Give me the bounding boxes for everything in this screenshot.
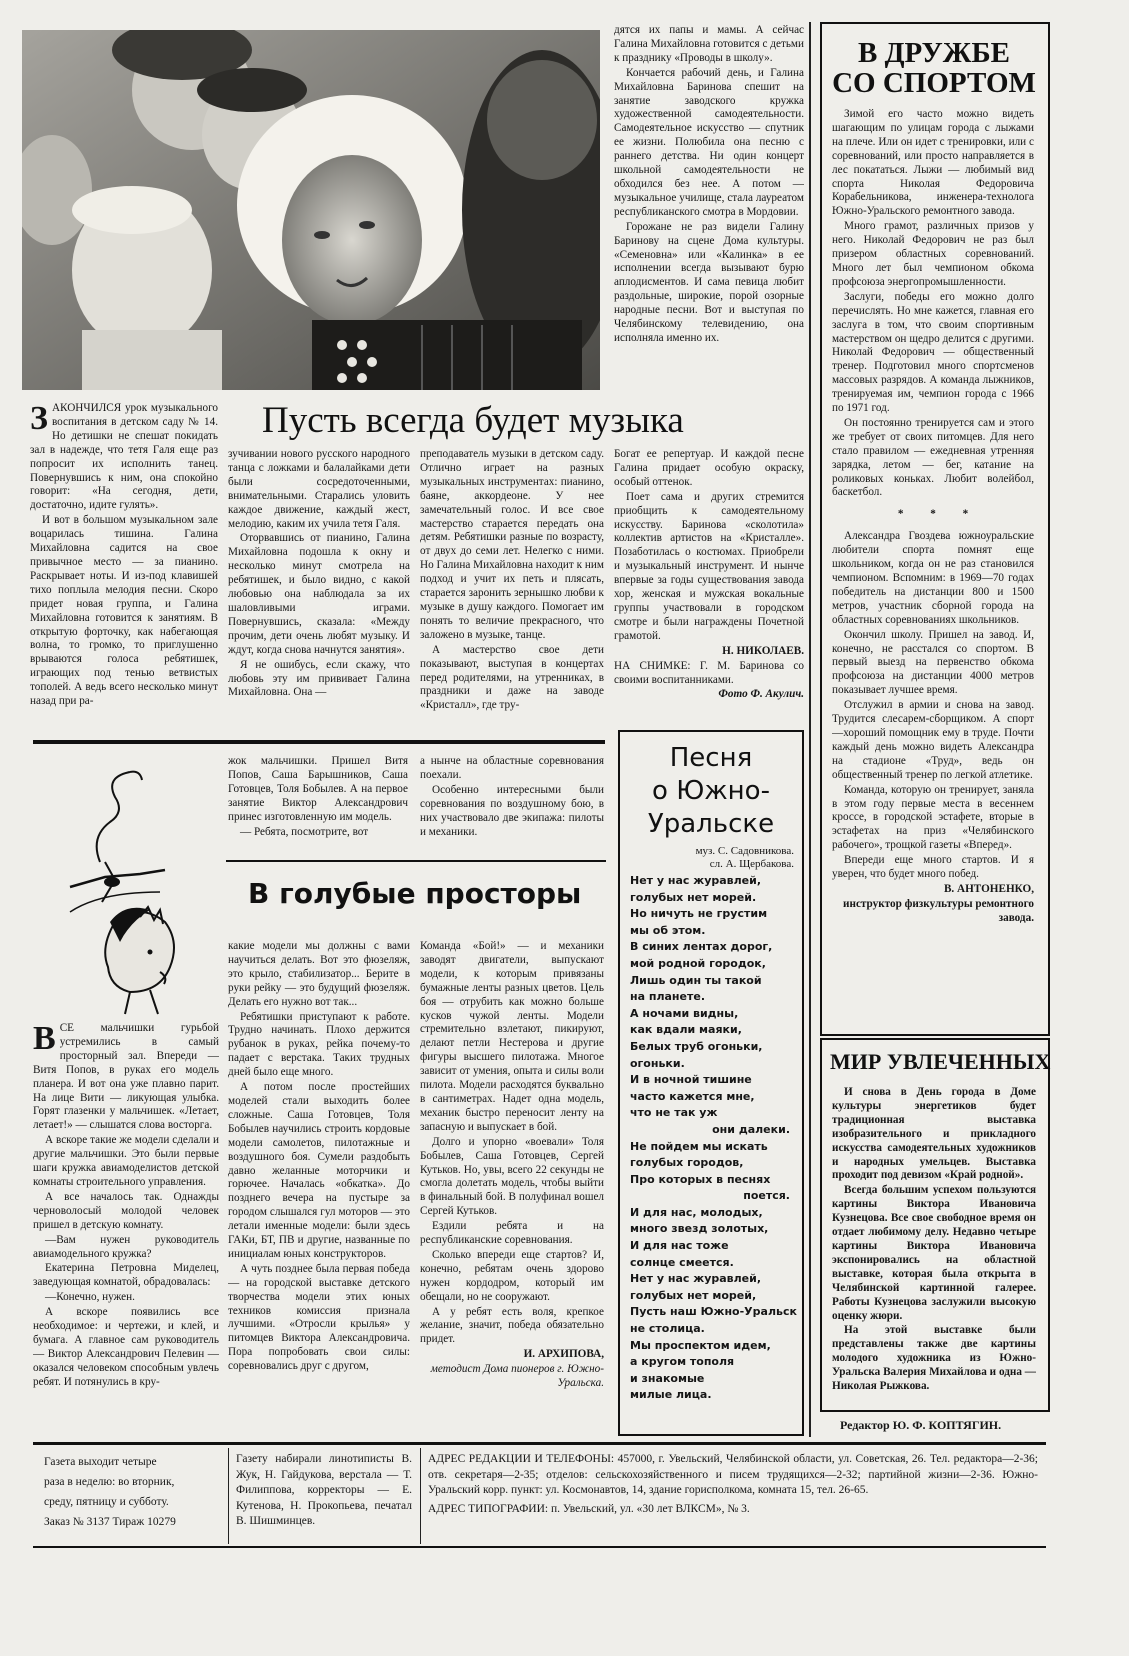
song-title-line: Уральске: [647, 809, 775, 839]
skies-paragraph: а нынче на областные соревнования поехали.: [420, 755, 604, 781]
section-separator: * * *: [897, 508, 981, 521]
song-line: И в ночной тишине: [630, 1073, 752, 1087]
footer-rule: [33, 1442, 1046, 1445]
skies-author: И. АРХИПОВА,: [523, 1348, 604, 1361]
music-column-3: [420, 448, 604, 732]
skies-paragraph: Екатерина Петровна Миделец, заведующая комнатой, обрадовалась:: [33, 1262, 219, 1289]
skies-paragraph: А чуть позднее была первая победа — на городской выставке детского творчества модели этих юных техников комиссия признала лучшими. «Отросли крылья» у питомцев Виктора Александровича. Пора попробовать свои силы: соревновались друг с другом,: [228, 1262, 410, 1373]
song-line: Нет у нас журавлей,: [630, 874, 762, 887]
sport-paragraph: Много грамот, различных призов у него. Николай Федорович не раз был призером областных соревнований. Много лет был чемпионом обкома профсоюза энергопромышленности.: [832, 220, 1034, 288]
sport-paragraph: Впереди еще много стартов. И я уверен, что будет много побед.: [832, 854, 1034, 881]
song-title-line: о Южно-: [652, 776, 770, 806]
song-line: Пусть наш Южно-Уральск: [630, 1305, 797, 1319]
music-paragraph: преподаватель музыки в детском саду. Отлично играет на разных музыкальных инструментах: пианино, баяне, аккордеоне. У нее замечательный голос. И все свое мастерство старается передать она детям. Ребятишки разные по возрасту, от двух до семи лет. Нелегко с ними. Но Галина Михайловна находит к ним подход и учит их петь и плясать, старается заронить зернышко любви к музыке в душу каждого. Помогает им понять то величие прекрасного, что заложено в музыке, танце.: [420, 448, 604, 641]
song-line: часто кажется мне,: [630, 1089, 755, 1103]
skies-paragraph: жок мальчишки. Пришел Витя Попов, Саша Барышников, Саша Готовцев, Толя Бобылев. А на первое занятие Виктор Александрович принес изготовленную им модель.: [228, 755, 408, 823]
song-line: Нет у нас журавлей,: [630, 1272, 762, 1286]
skies-paragraph-text: СЕ мальчишки гурьбой устремились в самый просторный зал. Впереди — Витя Попов, в руках его модель планера. И вот она уже плавно парит. На лице Вити — ликующая улыбка. Горят глазенки у мальчишек. «Летает, летает!» — слышатся слова восторга.: [33, 1022, 219, 1132]
photo-credit: Фото Ф. Акулич.: [718, 688, 804, 701]
music-credit: муз. С. Садовникова.: [695, 845, 794, 857]
footer-address: [428, 1452, 1038, 1544]
song-line: И для нас тоже: [630, 1239, 729, 1253]
music-headline: Пусть всегда будет музыка: [262, 400, 684, 441]
sport-headline-line: СО СПОРТОМ: [832, 67, 1036, 99]
music-paragraph: зучивании нового русского народного танца с ложками и балалайками дети были сосредоточенными, внимательными. Старались уловить каждое движение, каждый жест, мелодию, каким их учила тетя Галя.: [228, 448, 410, 530]
skies-top-column-a: [228, 755, 408, 853]
song-line: мы об этом.: [630, 923, 706, 937]
song-line: Лишь один ты такой: [630, 973, 762, 987]
music-top-paragraph: Кончается рабочий день, и Галина Михайловна Баринова спешит на занятие заводского кружка художественной самодеятельности. Самодеятельное искусство — спутник ее жизни. Полюбила она песню с раннего детства. Ни один концерт школьной самодеятельности не обходился без нее. А потом — музыкальное училище, стала лауреатом республиканского смотра в Мордовии.: [614, 66, 804, 218]
lyrics-credit: сл. А. Щербакова.: [709, 858, 794, 870]
divider: [228, 1448, 229, 1544]
music-top-paragraph: Горожане не раз видели Галину Баринову на сцене Дома культуры. «Семеновна» или «Калинка» в ее исполнении всегда вызывают бурю аплодисментов. И сама певица любит раздольные, широкие, порой озорные народные песни. Вот и выступая по Челябинскому телевидению, она исполняла именно их.: [614, 220, 804, 344]
drop-cap: В: [33, 1022, 56, 1057]
sport-text: [832, 108, 1034, 1026]
divider: [809, 22, 811, 1437]
footer-typists: [236, 1452, 412, 1542]
song-line: а кругом тополя: [630, 1355, 735, 1369]
song-title: [626, 742, 796, 841]
footer-schedule: [44, 1452, 222, 1532]
sport-paragraph: Отслужил в армии и снова на завод. Трудится слесарем-сборщиком. А спорт—хороший помощник ему в труде. Почти каждый день можно видеть Александра на стадионе «Труд», ведь он общественный тренер по легкой атлетике.: [832, 699, 1034, 781]
skies-paragraph: А вскоре такие же модели сделали и другие мальчишки. Это были первые шаги кружка авиамоделистов детской комнаты строительного управления.: [33, 1134, 219, 1188]
footer-line: Газету набирали линотиписты В. Жук, Н. Гайдукова, верстала — Т. Филиппова, корректоры — Е. Кутенова, Н. Прокопьева, печатал В. Шишминцев.: [236, 1453, 412, 1527]
music-paragraph: [30, 402, 218, 513]
music-author: Н. НИКОЛАЕВ.: [722, 644, 804, 657]
song-line: А ночами видны,: [630, 1006, 739, 1020]
music-paragraph: Оторвавшись от пианино, Галина Михайловна подошла к окну и несколько минут смотрела на ребятишек, и было видно, с какой любовью она наблюдала за их шаловливыми играми. Повернувшись, сказала: «Между прочим, дети очень любят музыку. И ждут, когда снова начнутся занятия».: [228, 532, 410, 656]
skies-paragraph: А у ребят есть воля, крепкое желание, значит, победа обязательно придет.: [420, 1305, 604, 1346]
hobbies-paragraph: Всегда большим успехом пользуются картины Виктора Ивановича Кузнецова. Все свое свободное время он отдает любимому делу. Недавно четыре картины Виктора Ивановича экспонировались на областной выставке, которая была открыта в Челябинской картинной галерее. Работы Кузнецова заслужили высокую оценку жюри.: [832, 1184, 1036, 1322]
skies-paragraph: —Конечно, нужен.: [45, 1291, 135, 1304]
footer-rule: [33, 1546, 1046, 1548]
skies-paragraph: Сколько впереди еще стартов? И, конечно, ребятам очень здорово нужен кордодром, который им обещали, но не сооружают.: [420, 1248, 604, 1303]
sport-paragraph: Заслуги, победы его можно долго перечислять. Но мне кажется, главная его заслуга в том, что своим спортивным мастерством он щедро делится с другими. Николай Федорович — общественный тренер. Подготовил много спортсменов массовых разрядов. А команда лыжников, тренируемая им, чемпион города с 1966 по 1971 год.: [832, 290, 1034, 415]
music-top-column: [614, 24, 804, 390]
skies-paragraph: А потом после простейших моделей стали выходить более сложные. Саша Готовцев, Толя Бобылев научились строить кордовые модели самолетов, пилотажные и воздушного боя. Сумели раздобыть давно желанные моторчики и горючее. Началась «обкатка». До позднего вечера на пустыре за городом слышался гул моторов — это летали именные модели: были здесь ГАКи, БТ, ПВ и другие, названные по инициалам юных конструкторов.: [228, 1081, 410, 1260]
song-line: огоньки.: [630, 1056, 685, 1070]
skies-paragraph: Долго и упорно «воевали» Толя Бобылев, Саша Готовцев, Сергей Кутьков. Но, увы, всего 22 секунды не смогла долетать модель, чтобы выйти в финальный бой. В полуфинал вошел Сергей Кутьков.: [420, 1135, 604, 1218]
footer-line: раза в неделю: во вторник,: [44, 1476, 175, 1488]
skies-column-3: [420, 940, 604, 1438]
music-paragraph: Богат ее репертуар. И каждой песне Галина придает особую окраску, особый оттенок.: [614, 448, 804, 488]
music-paragraph: И вот в большом музыкальном зале воцарилась тишина. Галина Михайловна садится на свое привычное место — за пианино. Раскрывает ноты. И из-под клавишей тихо поплыла мелодия песни. Скоро придет новая группа, и Галина Михайловна готовится к занятиям. В открытую форточку, как набегающая волна, то громко, то приглушенно врываются голоса ребятишек, играющих под тенью ветвистых тополей. А ведь всего несколько минут назад при ра-: [30, 514, 218, 708]
song-line: поется.: [743, 1189, 790, 1203]
skies-author-role: методист Дома пионеров г. Южно-Уральска.: [430, 1363, 604, 1390]
hobbies-paragraph: И снова в День города в Доме культуры энергетиков будет традиционная выставка изобразительного и прикладного искусства самодеятельных художников и народных умельцев. Выставка проходит под девизом «Край родной».: [832, 1086, 1036, 1182]
skies-paragraph: Особенно интересными были соревнования по воздушному бою, в них участвовало две экипажа: пилоты и механики.: [420, 783, 604, 838]
sport-author: В. АНТОНЕНКО,: [943, 882, 1034, 895]
skies-paragraph: — Ребята, посмотрите, вот: [240, 825, 369, 838]
skies-paragraph: А вскоре появились все необходимое: и чертежи, и клей, и бумага. А главное сам руководитель — Виктор Александрович Пелевин — оказался человеком способным увлечь ребят. И потянулись в кру-: [33, 1306, 219, 1388]
editor-line: Редактор Ю. Ф. КОПТЯГИН.: [840, 1418, 1002, 1432]
divider: [420, 1448, 421, 1544]
song-lyrics: [630, 873, 797, 1404]
skies-column-1: [33, 1022, 219, 1438]
song-line: солнце смеется.: [630, 1255, 734, 1269]
editorial-address: АДРЕС РЕДАКЦИИ И ТЕЛЕФОНЫ: 457000, г. Увельский, Челябинской области, ул. Советская, 26. Тел. редактора—2-36; отв. секретаря—2-35; отделов: сельскохозяйственного и писем трудящихся—2-32; партийной жизни—2-36. Южно-Уральский корр. пункт: ул. Космонавтов, 14, здание горисполкома, комната 15, тел. 26-65.: [428, 1453, 1038, 1496]
music-column-4: [614, 448, 804, 732]
song-line: и знакомые: [630, 1371, 705, 1385]
song-line: они далеки.: [712, 1122, 790, 1136]
photo-illustration: [22, 30, 600, 390]
skies-illustration: [30, 752, 220, 1017]
song-line: Но ничуть не грустим: [630, 907, 768, 921]
sport-paragraph: Александра Гвоздева южноуральские любители спорта помнят еще школьником, когда он не раз становился чемпионом. Вспомним: в 1969—70 годах победитель на дистанции 800 и 1500 метров, участник сборной города на областных соревнованиях школьников.: [832, 530, 1034, 626]
sport-paragraph: Он постоянно тренируется сам и этого же требует от своих питомцев. Для него стало правилом — ежедневная утренняя зарядка, летом — бег, катание на роликовых коньках. Любит волейбол, баскетбол.: [832, 416, 1034, 499]
song-line: мой родной городок,: [630, 956, 766, 970]
skies-paragraph: какие модели мы должны с вами научиться делать. Вот это фюзеляж, это крыло, стабилизатор... Берите в руки рейку — это будущий фюзеляж. Делать его нужно вот так...: [228, 940, 410, 1008]
drop-cap: З: [30, 402, 48, 437]
song-line: не столица.: [630, 1322, 705, 1336]
song-line: голубых городов,: [630, 1156, 744, 1170]
hobbies-paragraph: На этой выставке были представлены также две картины молодого художника из Южно-Уральска Валерия Михайлова и одна — Николая Рыжкова.: [832, 1324, 1036, 1393]
song-line: на планете.: [630, 990, 706, 1004]
sport-paragraph: Зимой его часто можно видеть шагающим по улицам города с лыжами на плече. Или он идет с тренировки, или с соревнований, или просто направляется в лес покататься. Лыжи — любимый вид спорта Николая Федоровича Корабельникова, инженера-технолога Южно-Уральского ремонтного завода.: [832, 108, 1034, 218]
song-line: как вдали маяки,: [630, 1023, 742, 1037]
hobbies-text: [832, 1086, 1036, 1402]
music-paragraph-text: АКОНЧИЛСЯ урок музыкального воспитания в детском саду № 14. Но детишки не спешат покидать зал в надежде, что тетя Галя еще раз попросит их исполнить танец. Повернувшись к ним, она спокойно говорит: «На сегодня, дети, достаточно, идите гулять».: [30, 402, 218, 512]
print-address: АДРЕС ТИПОГРАФИИ: п. Увельский, ул. «30 лет ВЛКСМ», № 3.: [428, 1502, 750, 1515]
song-line: Не пойдем мы искать: [630, 1139, 768, 1153]
footer-line: Заказ № 3137 Тираж 10279: [44, 1516, 176, 1528]
song-line: что не так уж: [630, 1106, 718, 1120]
song-title-line: Песня: [669, 743, 753, 773]
music-column-1: [30, 402, 218, 730]
skies-paragraph: —Вам нужен руководитель авиамодельного кружка?: [33, 1233, 219, 1260]
footer-line: Газета выходит четыре: [44, 1456, 157, 1468]
song-line: Про которых в песнях: [630, 1172, 771, 1186]
photo-caption: НА СНИМКЕ: Г. М. Баринова со своими воспитанниками.: [614, 659, 804, 686]
skies-headline: В голубые просторы: [248, 877, 582, 910]
song-line: милые лица.: [630, 1388, 712, 1402]
song-line: голубых нет морей,: [630, 1288, 757, 1302]
music-paragraph: Поет сама и других стремится приобщить к самодеятельному искусству. Баринова «сколотила» коллектив артистов на «Кристалле». Позаботилась о костюмах. Приобрели и музыкальный инструмент. И нынче впервые за годы существования завода хор, женская и мужская вокальные группы участвовали в городском смотре и были награждены Почетной грамотой.: [614, 490, 804, 642]
sport-author-role: инструктор физкультуры ремонтного завода.: [843, 897, 1034, 924]
skies-paragraph: Команда «Бой!» — и механики заводят двигатели, выпускают модели, к которым привязаны бумажные ленты разных цветов. Цель боя — отрубить как можно больше кусков чужой ленты. Модели стремительно взлетают, пикируют, делают петли Нестерова и другие фигуры высшего пилотажа. Многое зависит от умения, опыта и силы воли пилота. Модели расходятся буквально в сантиметрах. Надет одна модель, механик быстро переносит ленту на запасную и выпускает в бой.: [420, 940, 604, 1133]
airplane-model-drawing: [30, 752, 220, 1017]
sport-paragraph: Окончил школу. Пришел на завод. И, конечно, не расстался со спортом. В первый выезд на первенство обкома профсоюза на дистанции 4000 метров показывает лучшее время.: [832, 628, 1034, 697]
song-line: И для нас, молодых,: [630, 1205, 763, 1219]
skies-top-column-b: [420, 755, 604, 853]
music-top-paragraph: дятся их папы и мамы. А сейчас Галина Михайловна готовится с детьми к празднику «Проводы в школу».: [614, 24, 804, 64]
song-line: голубых нет морей.: [630, 890, 757, 904]
divider: [33, 740, 605, 744]
divider: [226, 860, 606, 862]
footer-line: среду, пятницу и субботу.: [44, 1496, 169, 1508]
song-line: В синих лентах дорог,: [630, 940, 773, 954]
hobbies-headline: МИР УВЛЕЧЕННЫХ: [830, 1049, 1051, 1074]
song-line: много звезд золотых,: [630, 1222, 769, 1236]
song-line: Белых труб огоньки,: [630, 1039, 763, 1053]
music-photo: [22, 30, 600, 390]
sport-headline: [826, 38, 1042, 98]
skies-column-2: [228, 940, 410, 1438]
sport-paragraph: Команда, которую он тренирует, заняла в этом году первые места в весеннем кроссе, в городской эстафете, вторые в эстафетах на приз «Челябинского рабочего», трощкой газеты «Вперед».: [832, 783, 1034, 852]
skies-paragraph: А все началось так. Однажды черноволосый молодой человек пришел в детскую комнату.: [33, 1190, 219, 1231]
music-paragraph: Я не ошибусь, если скажу, что любовь эту им прививает Галина Михайловна. Она —: [228, 658, 410, 699]
skies-paragraph: Ребятишки приступают к работе. Трудно начинать. Плохо держится рубанок в руках, рейка почему-то падает с верстака. Таких трудных дней было еще много.: [228, 1010, 410, 1079]
music-column-2: [228, 448, 410, 732]
song-credits: [626, 845, 794, 871]
music-paragraph: А мастерство свое дети показывают, выступая в концертах перед родителями, на утренниках, в праздники и даже на заводе «Кристалл», где тру-: [420, 643, 604, 712]
skies-paragraph: [33, 1022, 219, 1133]
sport-headline-line: В ДРУЖБЕ: [857, 37, 1010, 69]
song-line: Мы проспектом идем,: [630, 1338, 771, 1352]
skies-paragraph: Ездили ребята и на республиканские соревнования.: [420, 1220, 604, 1247]
